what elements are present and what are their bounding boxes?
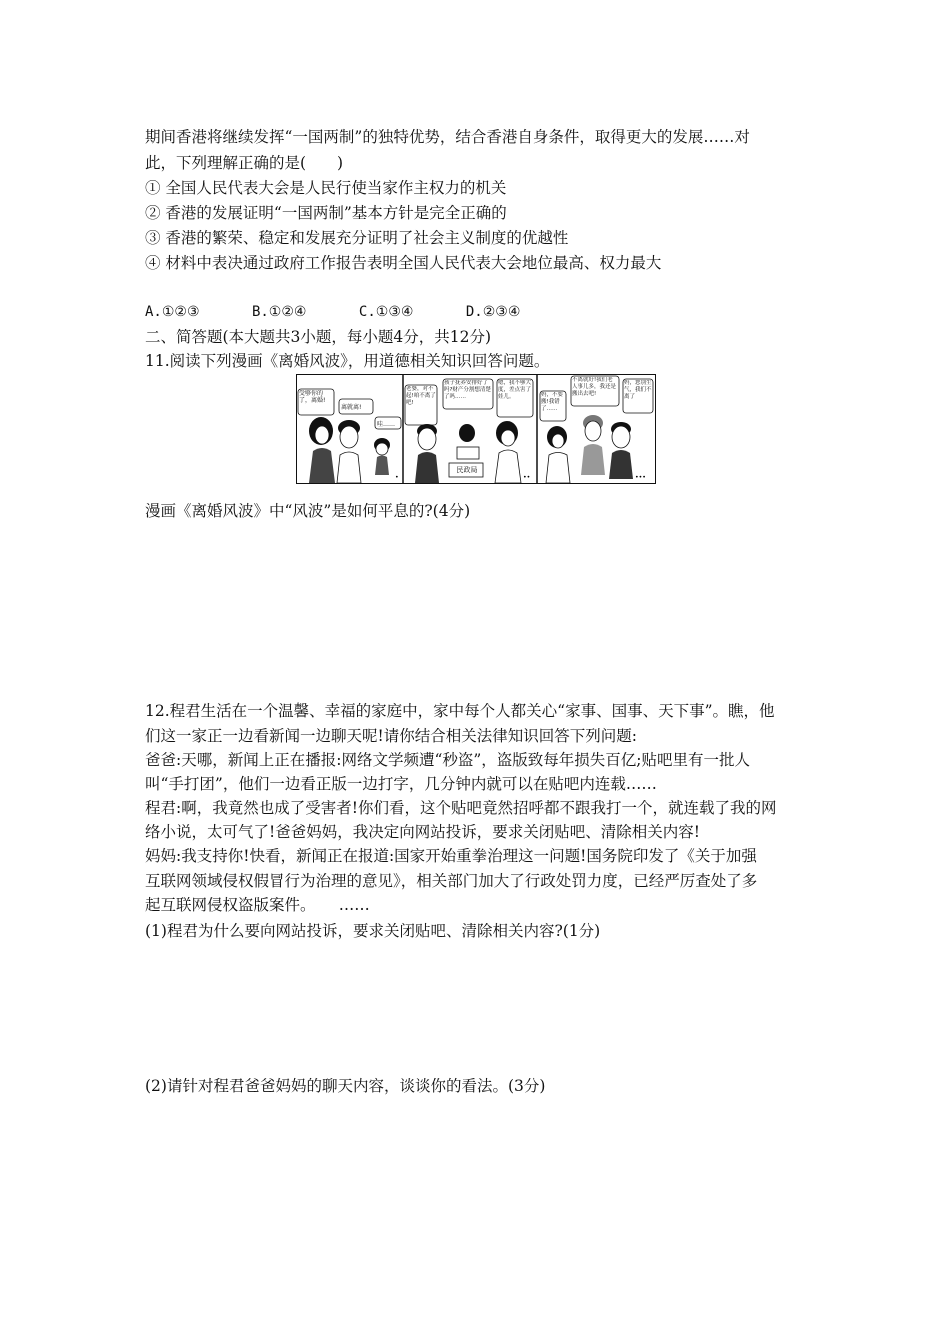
panel1-mark: • — [395, 474, 399, 481]
option-b: B.①②④ — [251, 304, 307, 320]
panel2-bubble2: 孩子抚养安排好了吗?财产分割想清楚了吗…… — [444, 380, 491, 400]
comic-panel-3 — [540, 376, 653, 483]
comic-panel-1 — [298, 389, 401, 483]
q10-item-1: ① 全国人民代表大会是人民行使当家作主权力的机关 — [145, 179, 507, 197]
q12-line-4: 叫“手打团”，他们一边看正版一边打字，几分钟内就可以在贴吧内连载…… — [145, 775, 657, 793]
panel3-bubble2: 不离就好!我们老人事儿多，我还是搬出去吧! — [572, 377, 617, 397]
q11-question: 漫画《离婚风波》中“风波”是如何平息的?(4分) — [145, 502, 471, 520]
q12-line-6: 络小说，太可气了!爸爸妈妈，我决定向网站投诉，要求关闭贴吧、清除相关内容! — [145, 823, 700, 841]
panel1-bubble2: 离就离! — [341, 404, 362, 411]
panel3-bubble1: 妈，不要搬!我错了…… — [541, 392, 564, 412]
q10-item-3: ③ 香港的繁荣、稳定和发展充分证明了社会主义制度的优越性 — [145, 229, 569, 247]
q10-options — [145, 302, 564, 322]
q12-line-9: 起互联网侵权盗版案件。 …… — [145, 896, 370, 914]
q10-item-4: ④ 材料中表决通过政府工作报告表明全国人民代表大会地位最高、权力最大 — [145, 254, 662, 272]
comic-divorce-storm — [296, 374, 656, 484]
q10-item-2: ② 香港的发展证明“一国两制”基本方针是完全正确的 — [145, 204, 507, 222]
q12-line-1: 12.程君生活在一个温馨、幸福的家庭中，家中每个人都关心“家事、国事、天下事”。瞧，他 — [145, 702, 775, 720]
panel2-bubble3: 嗯，我不够大度，差点害了娃儿。 — [498, 380, 532, 400]
panel3-bubble3: 妈，您别生气，我们不离了 — [624, 380, 652, 400]
option-c: C.①③④ — [358, 304, 414, 320]
q12-line-5: 程君:啊，我竟然也成了受害者!你们看，这个贴吧竟然招呼都不跟我打一个，就连载了我的网 — [145, 799, 777, 817]
q10-stem-line1: 期间香港将继续发挥“一国两制”的独特优势，结合香港自身条件，取得更大的发展……对 — [145, 128, 750, 146]
option-d: D.②③④ — [465, 304, 521, 320]
q10-stem-line2: 此，下列理解正确的是( ) — [145, 154, 344, 172]
q12-line-7: 妈妈:我支持你!快看，新闻正在报道:国家开始重拳治理这一问题!国务院印发了《关于加强 — [145, 847, 757, 865]
q12-sub-question-2: (2)请针对程君爸爸妈妈的聊天内容，谈谈你的看法。(3分) — [145, 1077, 546, 1095]
panel1-bubble3: 哇…… — [377, 421, 396, 428]
panel2-bubble1: 老婆，对不起!咱不离了吧! — [406, 386, 436, 406]
q11-intro: 11.阅读下列漫画《离婚风波》，用道德相关知识回答问题。 — [145, 352, 550, 370]
panel1-bubble1: 受够你的了，离婚! — [299, 390, 326, 404]
q12-line-2: 们这一家正一边看新闻一边聊天呢!请你结合相关法律知识回答下列问题: — [145, 727, 637, 745]
panel2-sign: 民政局 — [456, 466, 478, 474]
q12-sub-question-1: (1)程君为什么要向网站投诉，要求关闭贴吧、清除相关内容?(1分) — [145, 922, 601, 940]
panel3-mark: ••• — [635, 474, 646, 481]
q12-line-8: 互联网领域侵权假冒行为治理的意见》，相关部门加大了行政处罚力度，已经严厉查处了多 — [145, 872, 758, 890]
option-a: A.①②③ — [145, 304, 200, 320]
q12-line-3: 爸爸:天哪，新闻上正在播报:网络文学频遭“秒盗”，盗版致每年损失百亿;贴吧里有一批人 — [145, 751, 751, 769]
comic-panel-2 — [405, 379, 533, 483]
section-2-title: 二、简答题(本大题共3小题，每小题4分，共12分) — [145, 328, 492, 346]
panel2-mark: •• — [523, 474, 531, 481]
